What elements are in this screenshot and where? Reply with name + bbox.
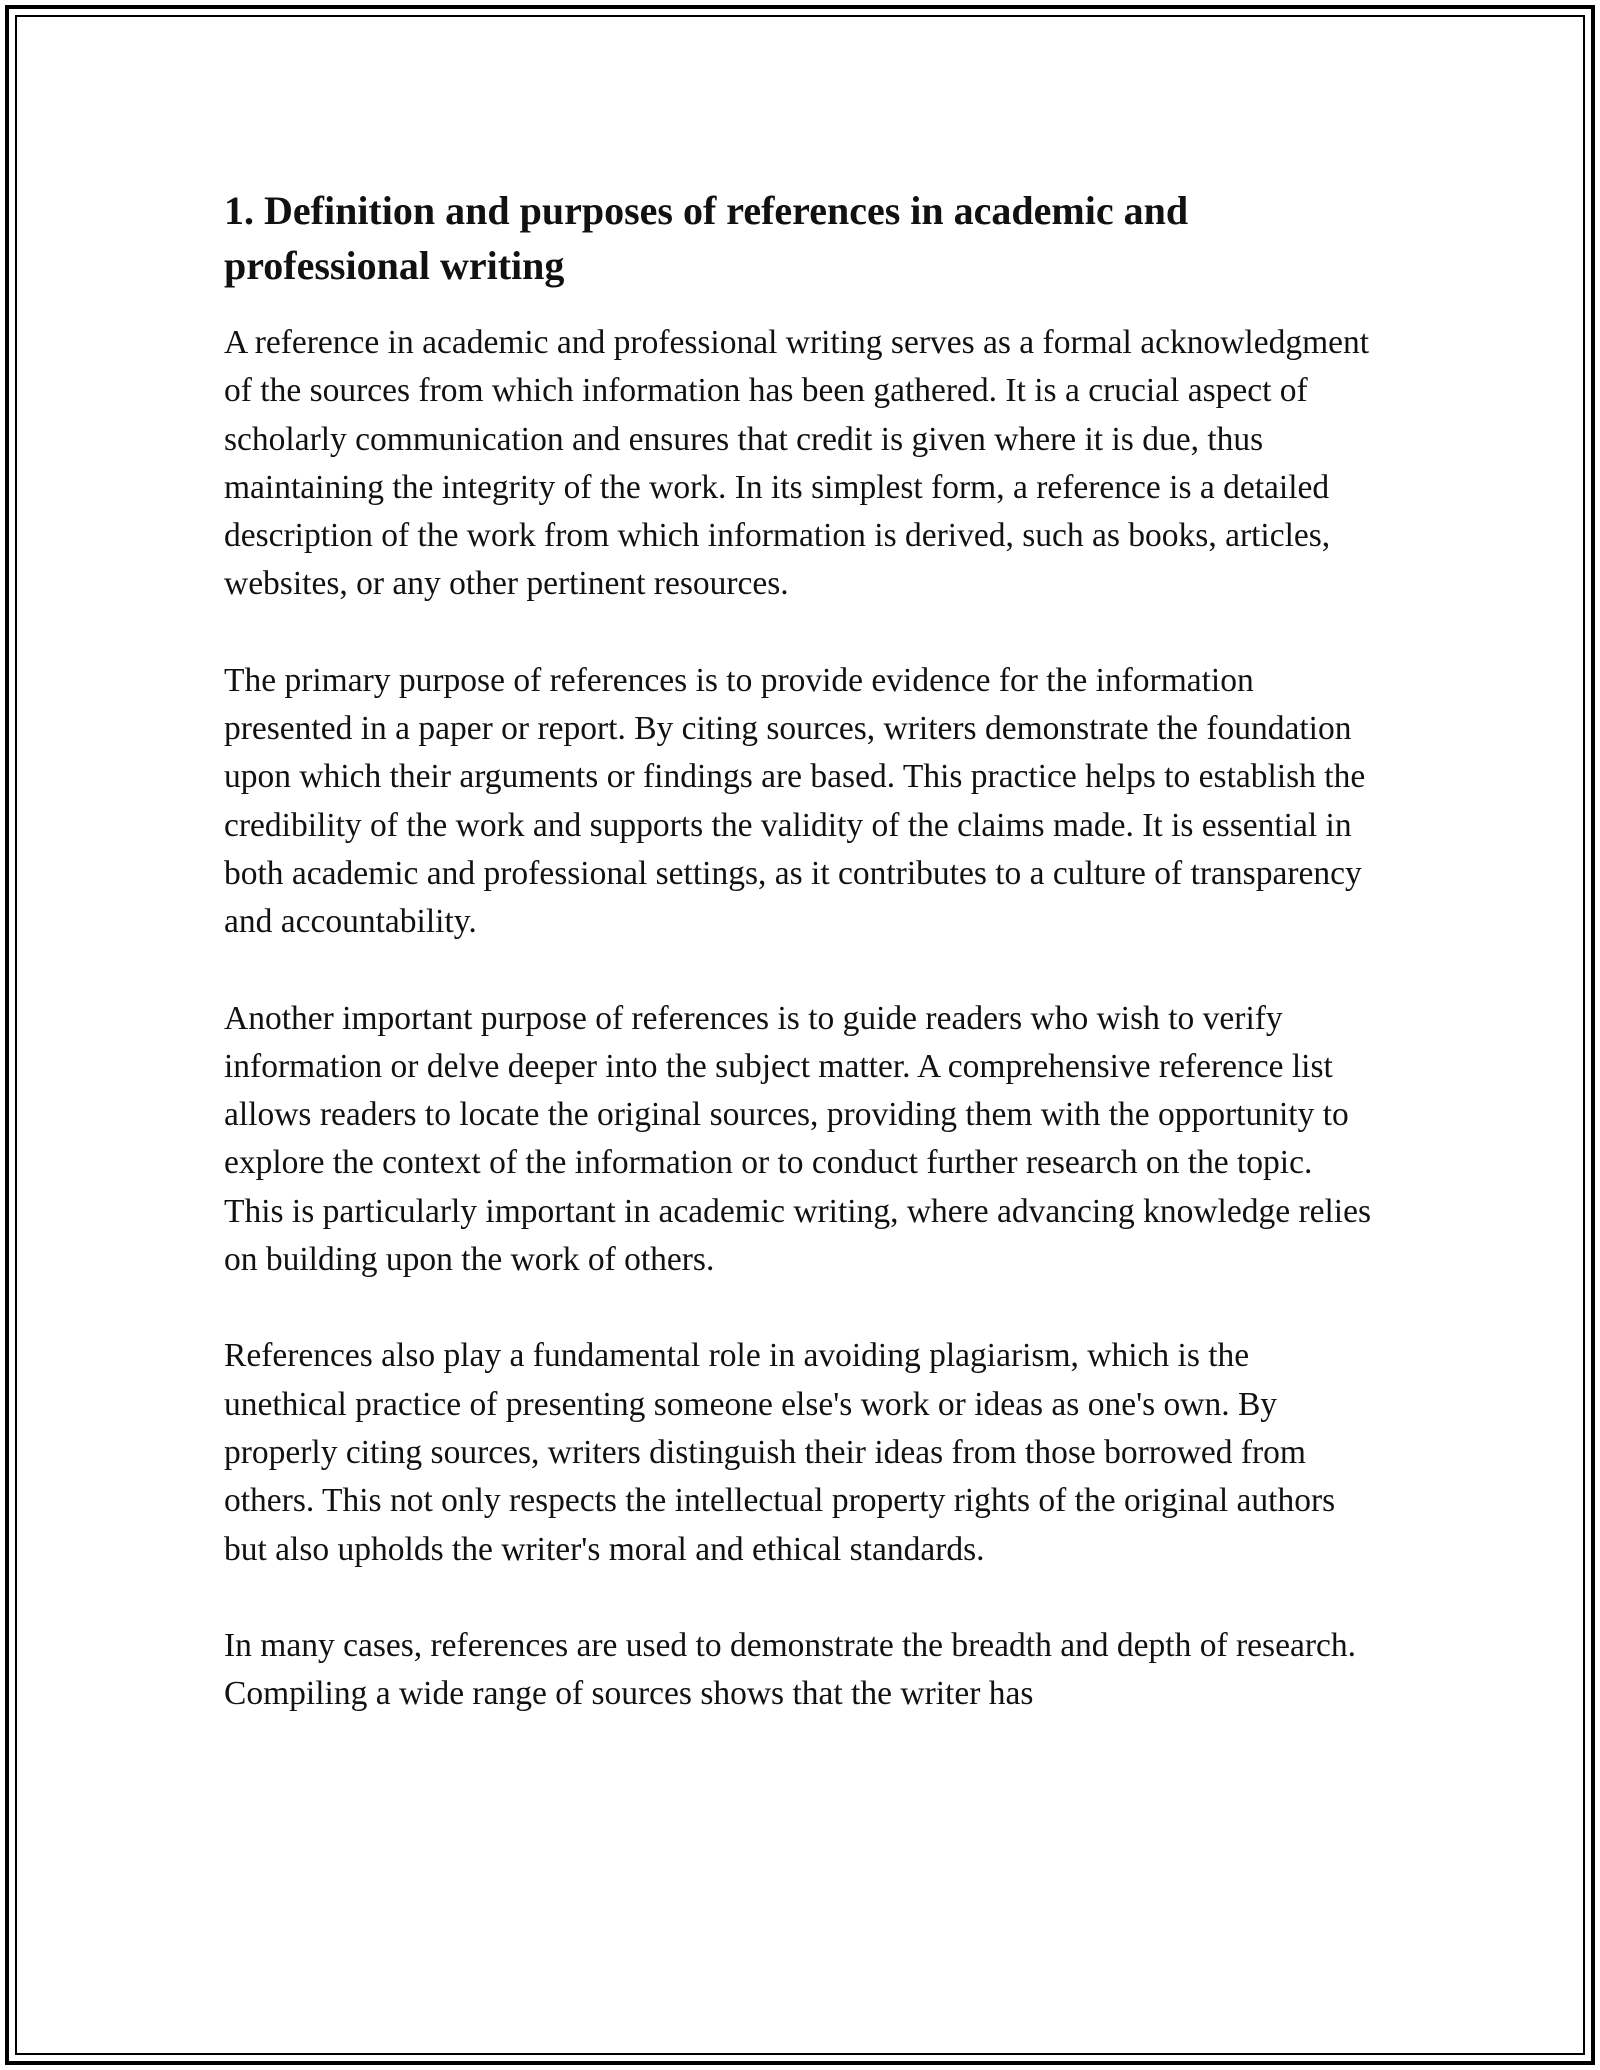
paragraph-definition: A reference in academic and professional writing serves as a formal acknowledgment of the sources from which information has been gathered. It is a crucial aspect of scholarly communication and ensures that credit is given where it is due, thus maintaining the integrity of the work. In its simplest form, a reference is a detailed description of the work from which information is derived, such as books, articles, websites, or any other pertinent resources. xyxy=(224,324,1370,603)
paragraph-primary-purpose: The primary purpose of references is to provide evidence for the information presented in a paper or report. By citing sources, writers demonstrate the foundation upon which their arguments or findings are based. This practice helps to establish the credibility of the work and supports the validity of the claims made. It is essential in both academic and professional settings, as it contributes to a culture of transparency and accountability. xyxy=(224,661,1366,941)
section-heading: 1. Definition and purposes of references in academic and professional writing xyxy=(224,188,1189,288)
paragraph-plagiarism: References also play a fundamental role in avoiding plagiarism, which is the unethical practice of presenting someone else's work or ideas as one's own. By properly citing sources, writers distinguish their ideas from those borrowed from others. This not only respects the intellectual property rights of the original authors but also upholds the writer's moral and ethical standards. xyxy=(224,1337,1336,1568)
paragraph-guide-readers: Another important purpose of references is to guide readers who wish to verify information or delve deeper into the subject matter. A comprehensive reference list allows readers to locate the original sources, providing them with the opportunity to explore the context of the information or to conduct further research on the topic. This is particularly important in academic writing, where advancing knowledge relies on building upon the work of others. xyxy=(224,999,1371,1279)
paragraph-breadth-depth: In many cases, references are used to demonstrate the breadth and depth of research. Compiling a wide range of sources shows that the writer has xyxy=(224,1626,1356,1713)
document-body xyxy=(224,183,1374,1766)
